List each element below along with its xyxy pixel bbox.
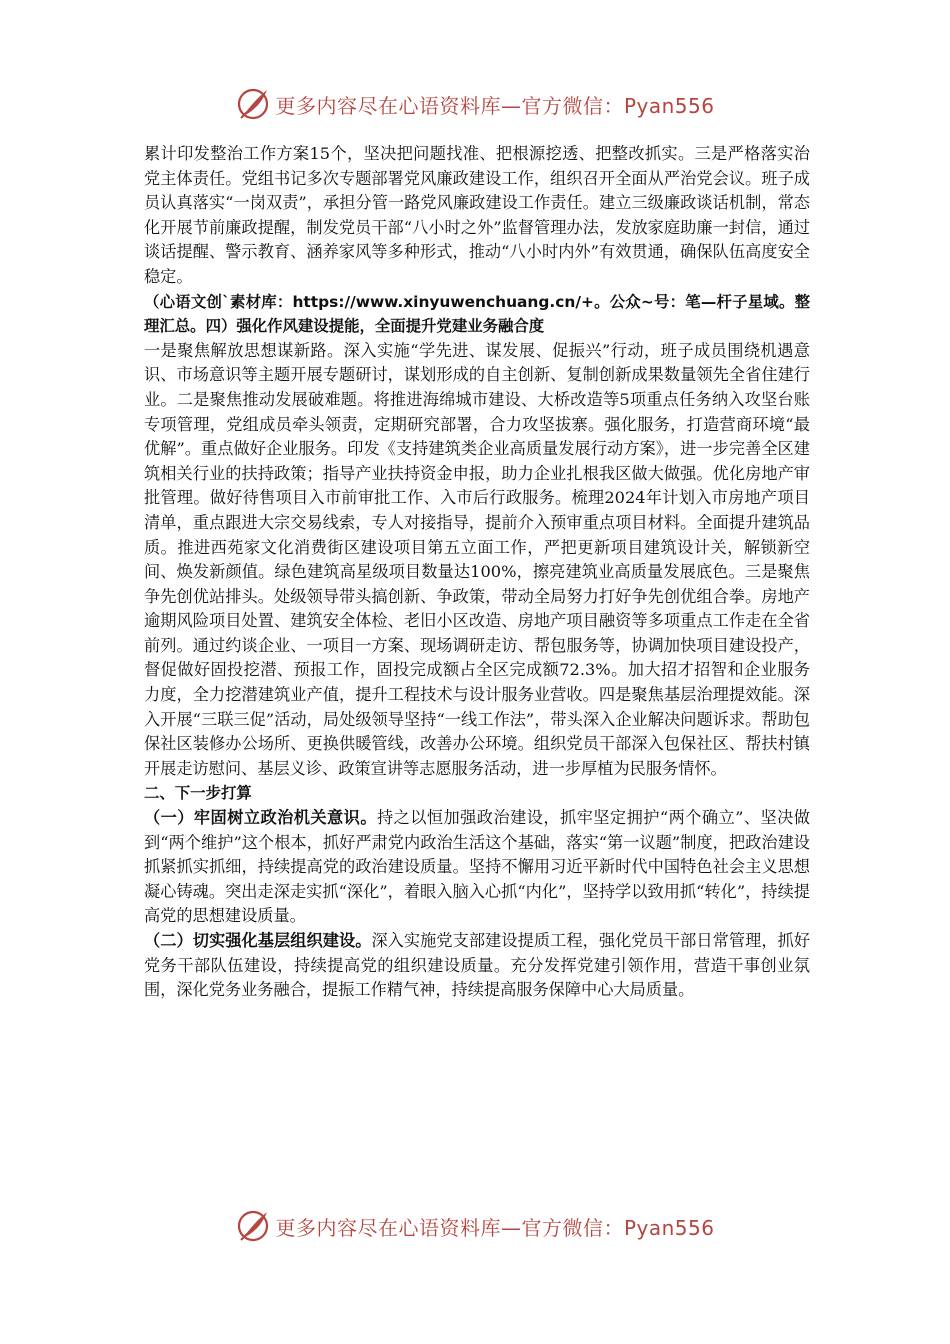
- subheading-political-awareness: （一）牢固树立政治机关意识。: [144, 808, 377, 828]
- quill-logo-icon: [235, 1208, 271, 1244]
- paragraph-work-style: 一是聚焦解放思想谋新路。深入实施“学先进、谋发展、促振兴”行动，班子成员围绕机遇意识、市场意识等主题开展专题研讨，谋划形成的自主创新、复制创新成果数量领先全省住建行业。二是聚焦推动发展破难题。将推进海绵城市建设、大桥改造等5项重点任务纳入攻坚台账专项管理，党组成员牵头领责，定期研究部署，合力攻坚拔寨。强化服务，打造营商环境“最优解”。重点做好企业服务。印发《支持建筑类企业高质量发展行动方案》，进一步完善全区建筑相关行业的扶持政策；指导产业扶持资金申报，助力企业扎根我区做大做强。优化房地产审批管理。做好待售项目入市前审批工作、入市后行政服务。梳理2024年计划入市房地产项目清单，重点跟进大宗交易线索，专人对接指导，提前介入预审重点项目材料。全面提升建筑品质。推进西苑家文化消费街区建设项目第五立面工作，严把更新项目建筑设计关，解锁新空间、焕发新颜值。绿色建筑高星级项目数量达100%，擦亮建筑业高质量发展底色。三是聚焦争先创优站排头。处级领导带头搞创新、争政策，带动全局努力打好争先创优组合拳。房地产逾期风险项目处置、建筑安全体检、老旧小区改造、房地产项目融资等多项重点工作走在全省前列。通过约谈企业、一项目一方案、现场调研走访、帮包服务等，协调加快项目建设投产，督促做好固投挖潜、预报工作，固投完成额占全区完成额72.3%。加大招才招智和企业服务力度，全力挖潜建筑业产值，提升工程技术与设计服务业营收。四是聚焦基层治理提效能。深入开展“三联三促”活动，局处级领导坚持“一线工作法”，带头深入企业解决问题诉求。帮助包保社区装修办公场所、更换供暖管线，改善办公环境。组织党员干部深入包保社区、帮扶村镇开展走访慰问、基层义诊、政策宣讲等志愿服务活动，进一步厚植为民服务情怀。: [144, 340, 810, 778]
- document-body: [144, 142, 810, 1003]
- paragraph-grassroots-organization: [144, 929, 810, 1003]
- quill-logo-icon: [235, 86, 271, 122]
- section-heading-next-steps: 二、下一步打算: [144, 784, 252, 803]
- footer-watermark-banner: [0, 1206, 950, 1246]
- banner-text: 更多内容尽在心语资料库—官方微信：Pyan556: [275, 1215, 715, 1240]
- paragraph-political-awareness: [144, 806, 810, 929]
- source-note-and-section-heading: （心语文创`素材库：https://www.xinyuwenchuang.cn/+。公众~号：笔—杆子星域。整理汇总。四）强化作风建设提能，全面提升党建业务融合度: [144, 292, 810, 336]
- header-watermark-banner: [0, 84, 950, 124]
- banner-text: 更多内容尽在心语资料库—官方微信：Pyan556: [275, 93, 715, 118]
- paragraph-continued: 累计印发整治工作方案15个，坚决把问题找准、把根源挖透、把整改抓实。三是严格落实治党主体责任。党组书记多次专题部署党风廉政建设工作，组织召开全面从严治党会议。班子成员认真落实“一岗双责”，承担分管一路党风廉政建设工作责任。建立三级廉政谈话机制，常态化开展节前廉政提醒，制发党员干部“八小时之外”监督管理办法，发放家庭助廉一封信，通过谈话提醒、警示教育、涵养家风等多种形式，推动“八小时内外”有效贯通，确保队伍高度安全稳定。: [144, 144, 810, 286]
- text-grassroots-organization: 深入实施党支部建设提质工程，强化党员干部日常管理，抓好党务干部队伍建设，持续提高党的组织建设质量。充分发挥党建引领作用，营造干事创业氛围，深化党务业务融合，提振工作精气神，持续提高服务保障中心大局质量。: [144, 931, 811, 1000]
- text-political-awareness: 持之以恒加强政治建设，抓牢坚定拥护“两个确立”、坚决做到“两个维护”这个根本，抓好严肃党内政治生活这个基础，落实“第一议题”制度，把政治建设抓紧抓实抓细，持续提高党的政治建设质量。坚持不懈用习近平新时代中国特色社会主义思想凝心铸魂。突出走深走实抓“深化”，着眼入脑入心抓“内化”，坚持学以致用抓“转化”，持续提高党的思想建设质量。: [144, 808, 810, 926]
- subheading-grassroots-organization: （二）切实强化基层组织建设。: [144, 931, 372, 950]
